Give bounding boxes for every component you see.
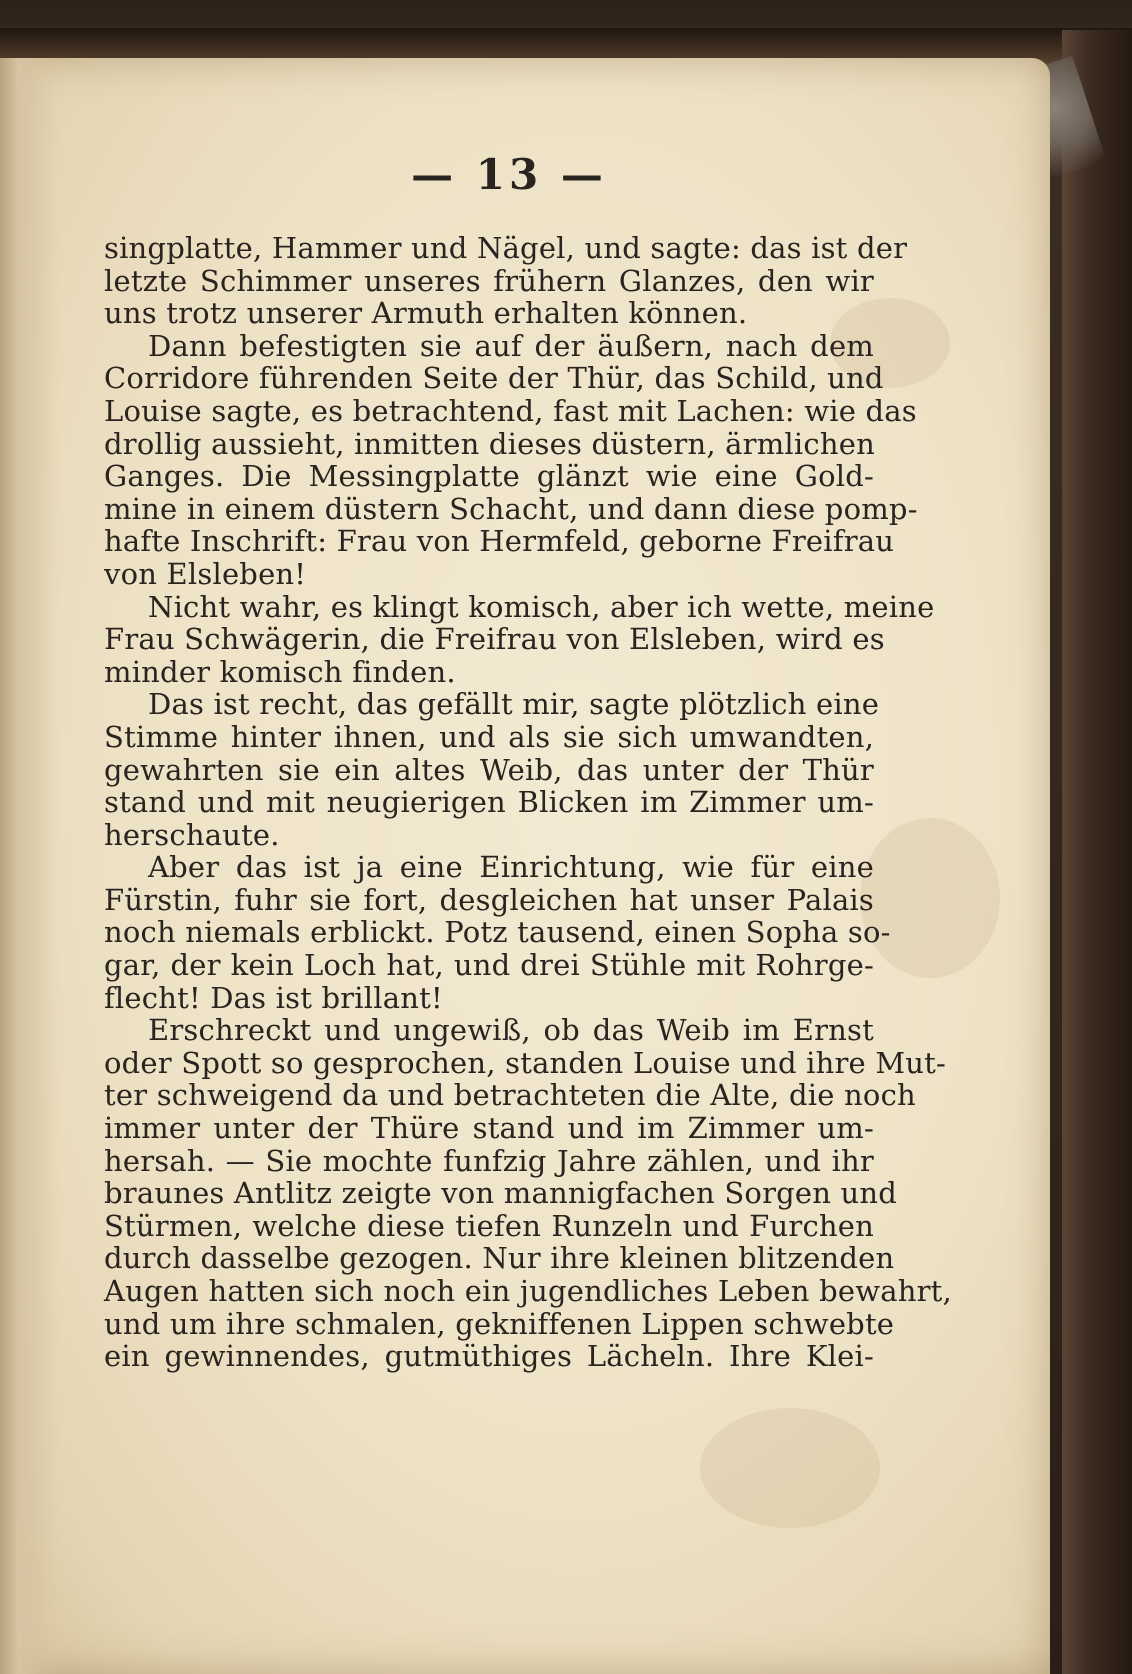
text-line: Nicht wahr, es klingt komisch, aber ich wette, meine: [148, 589, 935, 624]
text-line: Louise sagte, es betrachtend, fast mit Lachen: wie das: [104, 393, 917, 428]
text-line: ein gewinnendes, gutmüthiges Lächeln. Ihre Klei-: [104, 1339, 874, 1374]
book-cover-edge: [1062, 30, 1132, 1674]
text-line: und um ihre schmalen, gekniffenen Lippen schwebte: [104, 1306, 895, 1341]
text-line: Augen hatten sich noch ein jugendliches Leben bewahrt,: [104, 1274, 952, 1308]
text-line: Stürmen, welche diese tiefen Runzeln und Furchen: [104, 1208, 874, 1243]
page-text: [104, 150, 952, 1374]
text-line: drollig aussieht, inmitten dieses düstern, ärmlichen: [104, 426, 875, 461]
page-number: — 13 —: [411, 150, 607, 199]
page-gutter: [0, 58, 60, 1674]
text-line: Corridore führenden Seite der Thür, das Schild, und: [104, 361, 884, 396]
text-line: Stimme hinter ihnen, und als sie sich umwandten,: [104, 719, 874, 754]
text-line: hafte Inschrift: Frau von Hermfeld, geborne Freifrau: [104, 524, 895, 559]
text-line: hersah. — Sie mochte funfzig Jahre zählen, und ihr: [104, 1143, 874, 1178]
text-line: Fürstin, fuhr sie fort, desgleichen hat unser Palais: [104, 882, 874, 917]
text-line: singplatte, Hammer und Nägel, und sagte: das ist der: [104, 231, 908, 265]
text-line: stand und mit neugierigen Blicken im Zimmer um-: [104, 785, 874, 820]
text-line: braunes Antlitz zeigte von mannigfachen Sorgen und: [104, 1176, 898, 1211]
text-line: noch niemals erblickt. Potz tausend, einen Sopha so-: [104, 915, 891, 950]
text-line: letzte Schimmer unseres frühern Glanzes, den wir: [104, 263, 874, 298]
text-line: oder Spott so gesprochen, standen Louise und ihre Mut-: [104, 1045, 946, 1080]
text-line: herschaute.: [104, 817, 280, 852]
text-line: gar, der kein Loch hat, und drei Stühle mit Rohrge-: [104, 948, 874, 983]
text-line: immer unter der Thüre stand und im Zimmer um-: [104, 1111, 874, 1146]
text-lines: [104, 231, 952, 1374]
text-line: ter schweigend da und betrachteten die Alte, die noch: [104, 1078, 916, 1113]
text-line: gewahrten sie ein altes Weib, das unter der Thür: [104, 752, 874, 787]
text-line: Dann befestigten sie auf der äußern, nach dem: [148, 328, 874, 363]
foxing-stain: [860, 818, 1000, 978]
text-line: uns trotz unserer Armuth erhalten können.: [104, 296, 748, 331]
text-line: Aber das ist ja eine Einrichtung, wie für eine: [148, 850, 874, 885]
text-line: durch dasselbe gezogen. Nur ihre kleinen blitzenden: [104, 1241, 895, 1276]
text-line: flecht! Das ist brillant!: [104, 980, 443, 1015]
text-line: minder komisch finden.: [104, 654, 456, 689]
text-line: von Elsleben!: [104, 556, 307, 591]
text-line: mine in einem düstern Schacht, und dann diese pomp-: [104, 491, 918, 526]
text-line: Frau Schwägerin, die Freifrau von Elsleben, wird es: [104, 622, 885, 657]
foxing-stain: [700, 1408, 880, 1528]
text-line: Das ist recht, das gefällt mir, sagte plötzlich eine: [148, 687, 880, 722]
text-line: Erschreckt und ungewiß, ob das Weib im Ernst: [148, 1013, 874, 1048]
text-line: Ganges. Die Messingplatte glänzt wie eine Gold-: [104, 459, 874, 494]
